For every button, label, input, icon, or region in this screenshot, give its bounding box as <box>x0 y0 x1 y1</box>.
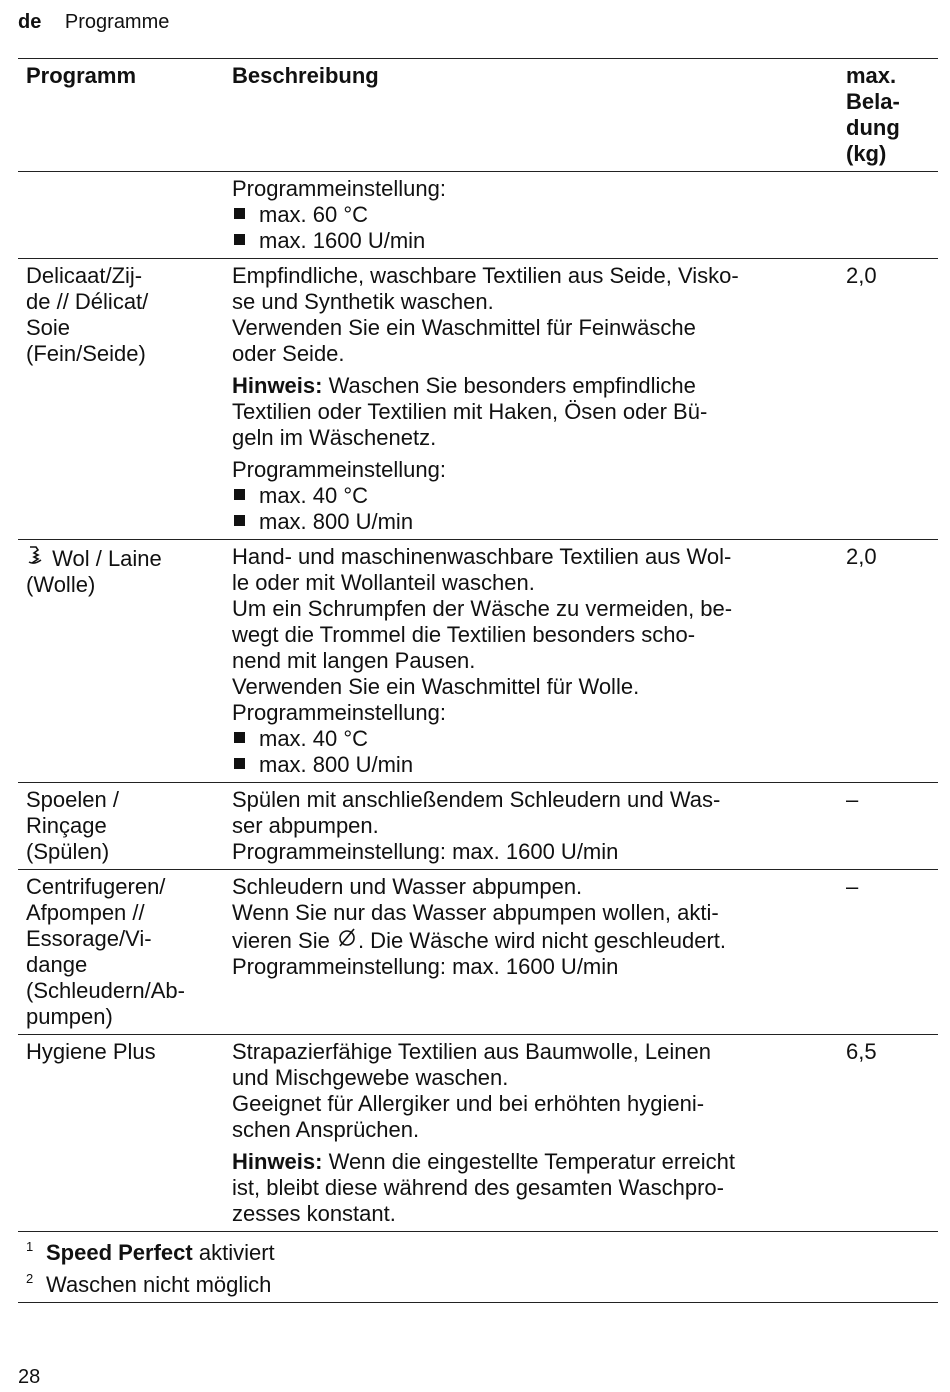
program-name-text: pumpen) <box>26 1004 113 1029</box>
program-name-line <box>26 289 230 315</box>
description-cell <box>230 870 840 1034</box>
table-row <box>18 782 938 869</box>
bullet-square-icon <box>234 732 245 743</box>
description-cell <box>230 172 840 258</box>
description-line: Schleudern und Wasser abpumpen. <box>232 874 583 899</box>
page-header <box>18 8 169 36</box>
bullet-text: max. 800 U/min <box>259 752 414 777</box>
note-line: ist, bleibt diese während des gesamten Waschpro- <box>232 1175 724 1200</box>
wool-icon <box>26 544 46 572</box>
bullet-square-icon <box>234 515 245 526</box>
column-header-max-load-line: max. <box>846 63 897 88</box>
footnote <box>26 1266 938 1298</box>
program-table <box>18 58 938 1303</box>
program-name-line <box>26 926 230 952</box>
description-line: schen Ansprüchen. <box>232 1117 420 1142</box>
page-number: 28 <box>18 1366 41 1388</box>
footnote-text: aktiviert <box>192 1240 275 1265</box>
max-load-cell: 2,0 <box>846 263 877 288</box>
description-line: Verwenden Sie ein Waschmittel für Wolle. <box>232 674 640 699</box>
program-name-cell <box>18 172 230 258</box>
bullet-text: max. 40 °C <box>259 726 369 751</box>
description-line: Programmeinstellung: <box>232 700 446 725</box>
description-line: Verwenden Sie ein Waschmittel für Feinwäsche <box>232 315 696 340</box>
description-line <box>232 926 840 954</box>
bullet-text: max. 1600 U/min <box>259 228 426 253</box>
program-name-line <box>26 315 230 341</box>
program-name-line <box>26 839 230 865</box>
description-line: Programmeinstellung: max. 1600 U/min <box>232 954 619 979</box>
description-cell <box>230 1035 840 1231</box>
footnote-text: Waschen nicht möglich <box>46 1272 272 1297</box>
program-name-line <box>26 544 230 572</box>
program-name-text: dange <box>26 952 88 977</box>
bullet-text: max. 60 °C <box>259 202 369 227</box>
note-line: zesses konstant. <box>232 1201 396 1226</box>
table-row <box>18 869 938 1034</box>
note-line: Textilien oder Textilien mit Haken, Ösen oder Bü- <box>232 399 708 424</box>
description-cell <box>230 259 840 539</box>
note-text: Wenn die eingestellte Temperatur erreicht <box>322 1149 735 1174</box>
program-name-line <box>26 900 230 926</box>
bullet-square-icon <box>234 489 245 500</box>
bullet-item <box>232 726 840 752</box>
max-load-cell: 6,5 <box>846 1039 877 1064</box>
bullet-square-icon <box>234 208 245 219</box>
program-name-text: Soie <box>26 315 71 340</box>
program-name-text: (Fein/Seide) <box>26 341 146 366</box>
bullet-item <box>232 483 840 509</box>
bullet-square-icon <box>234 758 245 769</box>
program-name-cell <box>18 540 230 782</box>
column-header-max-load <box>840 59 938 171</box>
footnotes <box>18 1231 938 1303</box>
program-name-text: Afpompen // <box>26 900 145 925</box>
table-row <box>18 539 938 782</box>
description-text: vieren Sie <box>232 928 336 953</box>
program-name-line <box>26 952 230 978</box>
note-text: Waschen Sie besonders empfindliche <box>322 373 696 398</box>
note-label: Hinweis: <box>232 373 323 398</box>
program-name-text: Centrifugeren/ <box>26 874 166 899</box>
table-header-row <box>18 58 938 171</box>
program-name-line <box>26 572 230 598</box>
description-line: Spülen mit anschließendem Schleudern und Was- <box>232 787 721 812</box>
description-cell <box>230 540 840 782</box>
bullet-item <box>232 509 840 535</box>
description-line: Hand- und maschinenwaschbare Textilien aus Wol- <box>232 544 732 569</box>
description-line: oder Seide. <box>232 341 345 366</box>
max-load-cell: – <box>846 787 859 812</box>
program-name-cell <box>18 783 230 869</box>
program-name-text: Wol / Laine <box>46 546 162 571</box>
description-line: Geeignet für Allergiker und bei erhöhten hygieni- <box>232 1091 705 1116</box>
description-line: Um ein Schrumpfen der Wäsche zu vermeiden, be- <box>232 596 733 621</box>
program-name-line <box>26 978 230 1004</box>
program-name-text: de // Délicat/ <box>26 289 149 314</box>
program-name-line <box>26 341 230 367</box>
program-name-text: Spoelen / <box>26 787 119 812</box>
program-name-line <box>26 1004 230 1030</box>
program-name-cell <box>18 870 230 1034</box>
program-name-line <box>26 813 230 839</box>
language-code: de <box>18 11 42 33</box>
max-load-cell: – <box>846 874 859 899</box>
program-name-cell <box>18 259 230 539</box>
note-line <box>232 1149 840 1175</box>
bullet-text: max. 40 °C <box>259 483 369 508</box>
bullet-text: max. 800 U/min <box>259 509 414 534</box>
footnote-mark: 1 <box>26 1239 34 1254</box>
description-text: . Die Wäsche wird nicht geschleudert. <box>357 928 727 953</box>
program-name-text: Hygiene Plus <box>26 1039 156 1064</box>
table-row <box>18 258 938 539</box>
description-line: Programmeinstellung: <box>232 176 446 201</box>
description-line: ser abpumpen. <box>232 813 379 838</box>
bullet-item <box>232 752 840 778</box>
column-header-description: Beschreibung <box>232 63 379 88</box>
program-name-cell <box>18 1035 230 1231</box>
note-line: geln im Wäschenetz. <box>232 425 437 450</box>
program-name-line <box>26 874 230 900</box>
table-row <box>18 171 938 258</box>
column-header-max-load-line: dung <box>846 115 900 140</box>
table-row <box>18 1034 938 1231</box>
program-name-text: Delicaat/Zij- <box>26 263 143 288</box>
program-name-text: Rinçage <box>26 813 107 838</box>
description-line: Wenn Sie nur das Wasser abpumpen wollen, akti- <box>232 900 719 925</box>
bullet-item <box>232 228 840 254</box>
max-load-cell: 2,0 <box>846 544 877 569</box>
bullet-item <box>232 202 840 228</box>
program-name-line <box>26 263 230 289</box>
footnote <box>26 1234 938 1266</box>
column-header-program: Programm <box>26 63 137 88</box>
program-name-text: (Schleudern/Ab- <box>26 978 185 1003</box>
description-line: wegt die Trommel die Textilien besonders scho- <box>232 622 696 647</box>
program-name-line <box>26 1039 230 1065</box>
program-name-text: Essorage/Vi- <box>26 926 152 951</box>
description-line: se und Synthetik waschen. <box>232 289 494 314</box>
section-title: Programme <box>64 11 170 33</box>
description-line: und Mischgewebe waschen. <box>232 1065 509 1090</box>
description-line: nend mit langen Pausen. <box>232 648 476 673</box>
footnote-mark: 2 <box>26 1271 34 1286</box>
footnote-bold: Speed Perfect <box>46 1240 193 1265</box>
program-name-line <box>26 787 230 813</box>
description-line: Empfindliche, waschbare Textilien aus Seide, Visko- <box>232 263 739 288</box>
description-cell <box>230 783 840 869</box>
note-label: Hinweis: <box>232 1149 323 1174</box>
note-line <box>232 373 840 399</box>
no-spin-icon <box>336 926 358 954</box>
description-line: Strapazierfähige Textilien aus Baumwolle, Leinen <box>232 1039 711 1064</box>
description-line: Programmeinstellung: max. 1600 U/min <box>232 839 619 864</box>
program-name-text: (Spülen) <box>26 839 110 864</box>
description-line: le oder mit Wollanteil waschen. <box>232 570 535 595</box>
program-name-text: (Wolle) <box>26 572 96 597</box>
description-line: Programmeinstellung: <box>232 457 446 482</box>
bullet-square-icon <box>234 234 245 245</box>
column-header-max-load-line: Bela- <box>846 89 900 114</box>
max-load-cell <box>840 172 938 258</box>
column-header-max-load-line: (kg) <box>846 141 887 166</box>
